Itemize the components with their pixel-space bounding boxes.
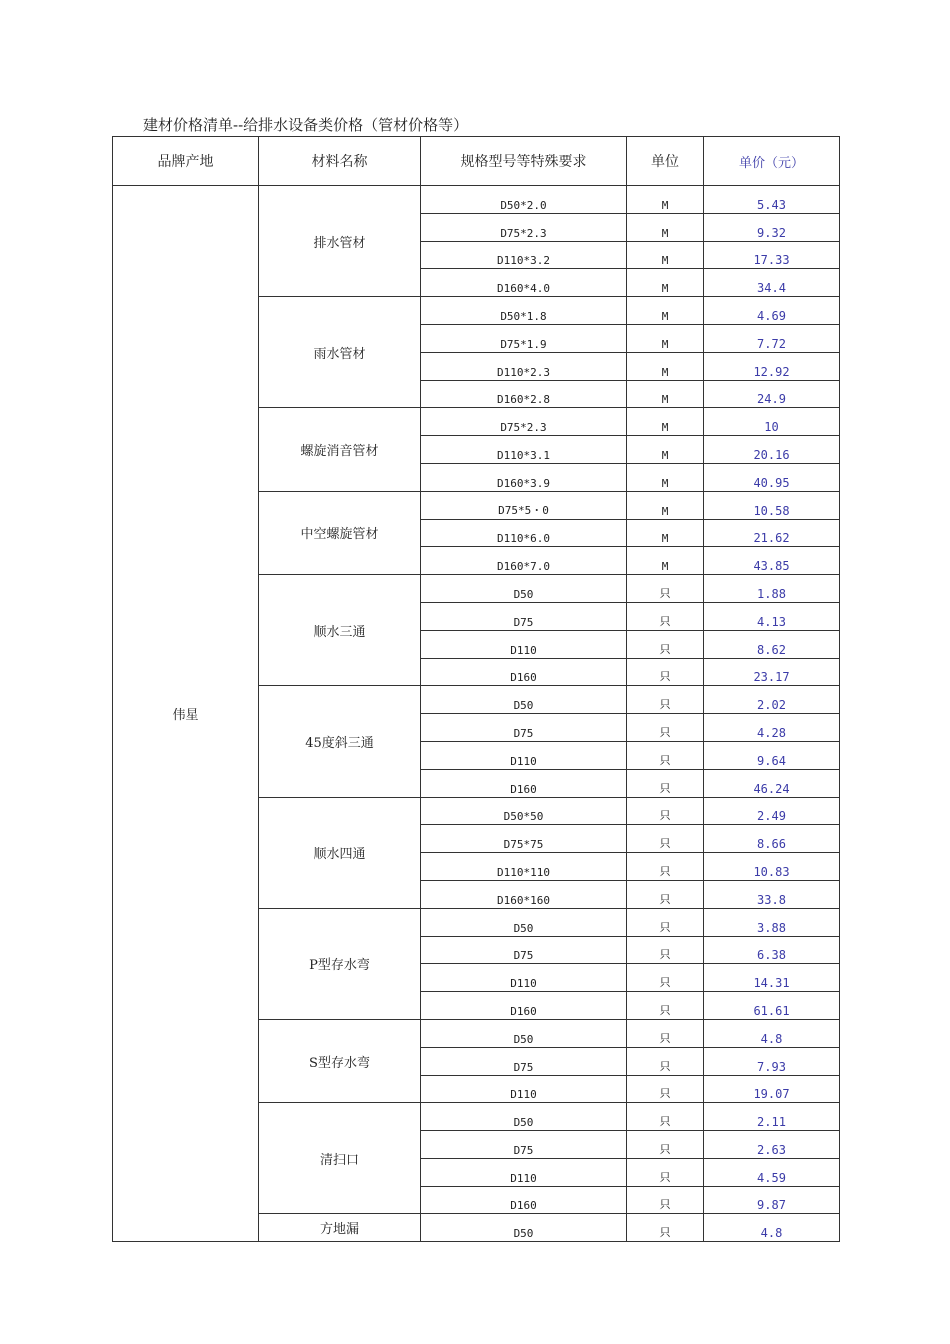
material-name-cell: 45度斜三通 [259, 686, 421, 797]
price-cell: 21.62 [704, 519, 840, 547]
header-price: 单价（元） [704, 137, 840, 186]
price-cell: 4.28 [704, 714, 840, 742]
spec-cell: D160 [421, 658, 627, 686]
table-row [113, 186, 840, 214]
unit-cell: 只 [627, 908, 704, 936]
unit-cell: M [627, 297, 704, 325]
header-unit: 单位 [627, 137, 704, 186]
unit-cell: 只 [627, 602, 704, 630]
unit-cell: M [627, 519, 704, 547]
spec-cell: D50*2.0 [421, 186, 627, 214]
price-cell: 34.4 [704, 269, 840, 297]
spec-cell: D160*2.8 [421, 380, 627, 408]
unit-cell: 只 [627, 853, 704, 881]
unit-cell: M [627, 352, 704, 380]
price-cell: 4.59 [704, 1158, 840, 1186]
unit-cell: 只 [627, 1131, 704, 1159]
unit-cell: M [627, 408, 704, 436]
price-cell: 10 [704, 408, 840, 436]
price-cell: 14.31 [704, 964, 840, 992]
price-cell: 17.33 [704, 241, 840, 269]
price-cell: 1.88 [704, 575, 840, 603]
unit-cell: 只 [627, 630, 704, 658]
unit-cell: 只 [627, 1047, 704, 1075]
spec-cell: D75 [421, 714, 627, 742]
price-cell: 61.61 [704, 992, 840, 1020]
price-cell: 5.43 [704, 186, 840, 214]
unit-cell: 只 [627, 741, 704, 769]
unit-cell: 只 [627, 769, 704, 797]
unit-cell: M [627, 241, 704, 269]
material-name-cell: 顺水三通 [259, 575, 421, 686]
spec-cell: D75 [421, 1131, 627, 1159]
spec-cell: D110 [421, 1158, 627, 1186]
unit-cell: 只 [627, 1103, 704, 1131]
spec-cell: D50 [421, 1214, 627, 1242]
price-cell: 4.69 [704, 297, 840, 325]
brand-cell: 伟星 [113, 186, 259, 1242]
price-cell: 10.83 [704, 853, 840, 881]
header-spec: 规格型号等特殊要求 [421, 137, 627, 186]
price-cell: 2.02 [704, 686, 840, 714]
spec-cell: D75*1.9 [421, 324, 627, 352]
spec-cell: D160*4.0 [421, 269, 627, 297]
document-title: 建材价格清单--给排水设备类价格（管材价格等） [143, 116, 469, 134]
spec-cell: D110 [421, 1075, 627, 1103]
price-cell: 46.24 [704, 769, 840, 797]
material-name-cell: S型存水弯 [259, 1019, 421, 1102]
unit-cell: M [627, 491, 704, 519]
unit-cell: 只 [627, 797, 704, 825]
unit-cell: 只 [627, 992, 704, 1020]
price-cell: 2.63 [704, 1131, 840, 1159]
unit-cell: M [627, 269, 704, 297]
price-cell: 43.85 [704, 547, 840, 575]
spec-cell: D110*2.3 [421, 352, 627, 380]
material-name-cell: 雨水管材 [259, 297, 421, 408]
price-cell: 10.58 [704, 491, 840, 519]
price-cell: 9.64 [704, 741, 840, 769]
spec-cell: D75*75 [421, 825, 627, 853]
price-cell: 23.17 [704, 658, 840, 686]
price-cell: 8.66 [704, 825, 840, 853]
price-cell: 9.87 [704, 1186, 840, 1214]
unit-cell: 只 [627, 880, 704, 908]
spec-cell: D75*2.3 [421, 213, 627, 241]
unit-cell: 只 [627, 1186, 704, 1214]
price-cell: 12.92 [704, 352, 840, 380]
unit-cell: M [627, 213, 704, 241]
spec-cell: D110 [421, 741, 627, 769]
spec-cell: D50 [421, 1103, 627, 1131]
spec-cell: D110*110 [421, 853, 627, 881]
material-name-cell: 方地漏 [259, 1214, 421, 1242]
material-name-cell: P型存水弯 [259, 908, 421, 1019]
spec-cell: D110*3.1 [421, 436, 627, 464]
price-cell: 7.93 [704, 1047, 840, 1075]
price-cell: 8.62 [704, 630, 840, 658]
price-cell: 33.8 [704, 880, 840, 908]
unit-cell: 只 [627, 1075, 704, 1103]
spec-cell: D110 [421, 630, 627, 658]
spec-cell: D50 [421, 575, 627, 603]
spec-cell: D75 [421, 602, 627, 630]
price-cell: 40.95 [704, 463, 840, 491]
unit-cell: M [627, 436, 704, 464]
price-cell: 2.49 [704, 797, 840, 825]
header-brand: 品牌产地 [113, 137, 259, 186]
unit-cell: 只 [627, 964, 704, 992]
unit-cell: M [627, 380, 704, 408]
price-cell: 7.72 [704, 324, 840, 352]
unit-cell: 只 [627, 658, 704, 686]
spec-cell: D75*5・0 [421, 491, 627, 519]
spec-cell: D160 [421, 992, 627, 1020]
spec-cell: D50 [421, 686, 627, 714]
unit-cell: M [627, 324, 704, 352]
price-cell: 4.13 [704, 602, 840, 630]
material-name-cell: 螺旋消音管材 [259, 408, 421, 491]
unit-cell: M [627, 547, 704, 575]
unit-cell: 只 [627, 936, 704, 964]
spec-cell: D50*50 [421, 797, 627, 825]
unit-cell: 只 [627, 1158, 704, 1186]
price-cell: 20.16 [704, 436, 840, 464]
unit-cell: 只 [627, 825, 704, 853]
spec-cell: D50*1.8 [421, 297, 627, 325]
unit-cell: M [627, 186, 704, 214]
spec-cell: D50 [421, 908, 627, 936]
price-cell: 24.9 [704, 380, 840, 408]
material-name-cell: 中空螺旋管材 [259, 491, 421, 574]
unit-cell: 只 [627, 686, 704, 714]
price-cell: 4.8 [704, 1214, 840, 1242]
spec-cell: D160*3.9 [421, 463, 627, 491]
price-table [112, 136, 840, 1242]
spec-cell: D50 [421, 1019, 627, 1047]
table-header-row [113, 137, 840, 186]
unit-cell: 只 [627, 1214, 704, 1242]
unit-cell: 只 [627, 714, 704, 742]
price-cell: 4.8 [704, 1019, 840, 1047]
spec-cell: D160 [421, 769, 627, 797]
spec-cell: D75*2.3 [421, 408, 627, 436]
table-body [113, 186, 840, 1242]
unit-cell: M [627, 463, 704, 491]
price-cell: 6.38 [704, 936, 840, 964]
material-name-cell: 顺水四通 [259, 797, 421, 908]
spec-cell: D110 [421, 964, 627, 992]
material-name-cell: 排水管材 [259, 186, 421, 297]
spec-cell: D110*3.2 [421, 241, 627, 269]
spec-cell: D160*160 [421, 880, 627, 908]
spec-cell: D75 [421, 936, 627, 964]
price-cell: 19.07 [704, 1075, 840, 1103]
spec-cell: D75 [421, 1047, 627, 1075]
material-name-cell: 清扫口 [259, 1103, 421, 1214]
spec-cell: D160*7.0 [421, 547, 627, 575]
spec-cell: D110*6.0 [421, 519, 627, 547]
unit-cell: 只 [627, 1019, 704, 1047]
price-cell: 9.32 [704, 213, 840, 241]
price-cell: 3.88 [704, 908, 840, 936]
spec-cell: D160 [421, 1186, 627, 1214]
price-cell: 2.11 [704, 1103, 840, 1131]
unit-cell: 只 [627, 575, 704, 603]
header-material: 材料名称 [259, 137, 421, 186]
